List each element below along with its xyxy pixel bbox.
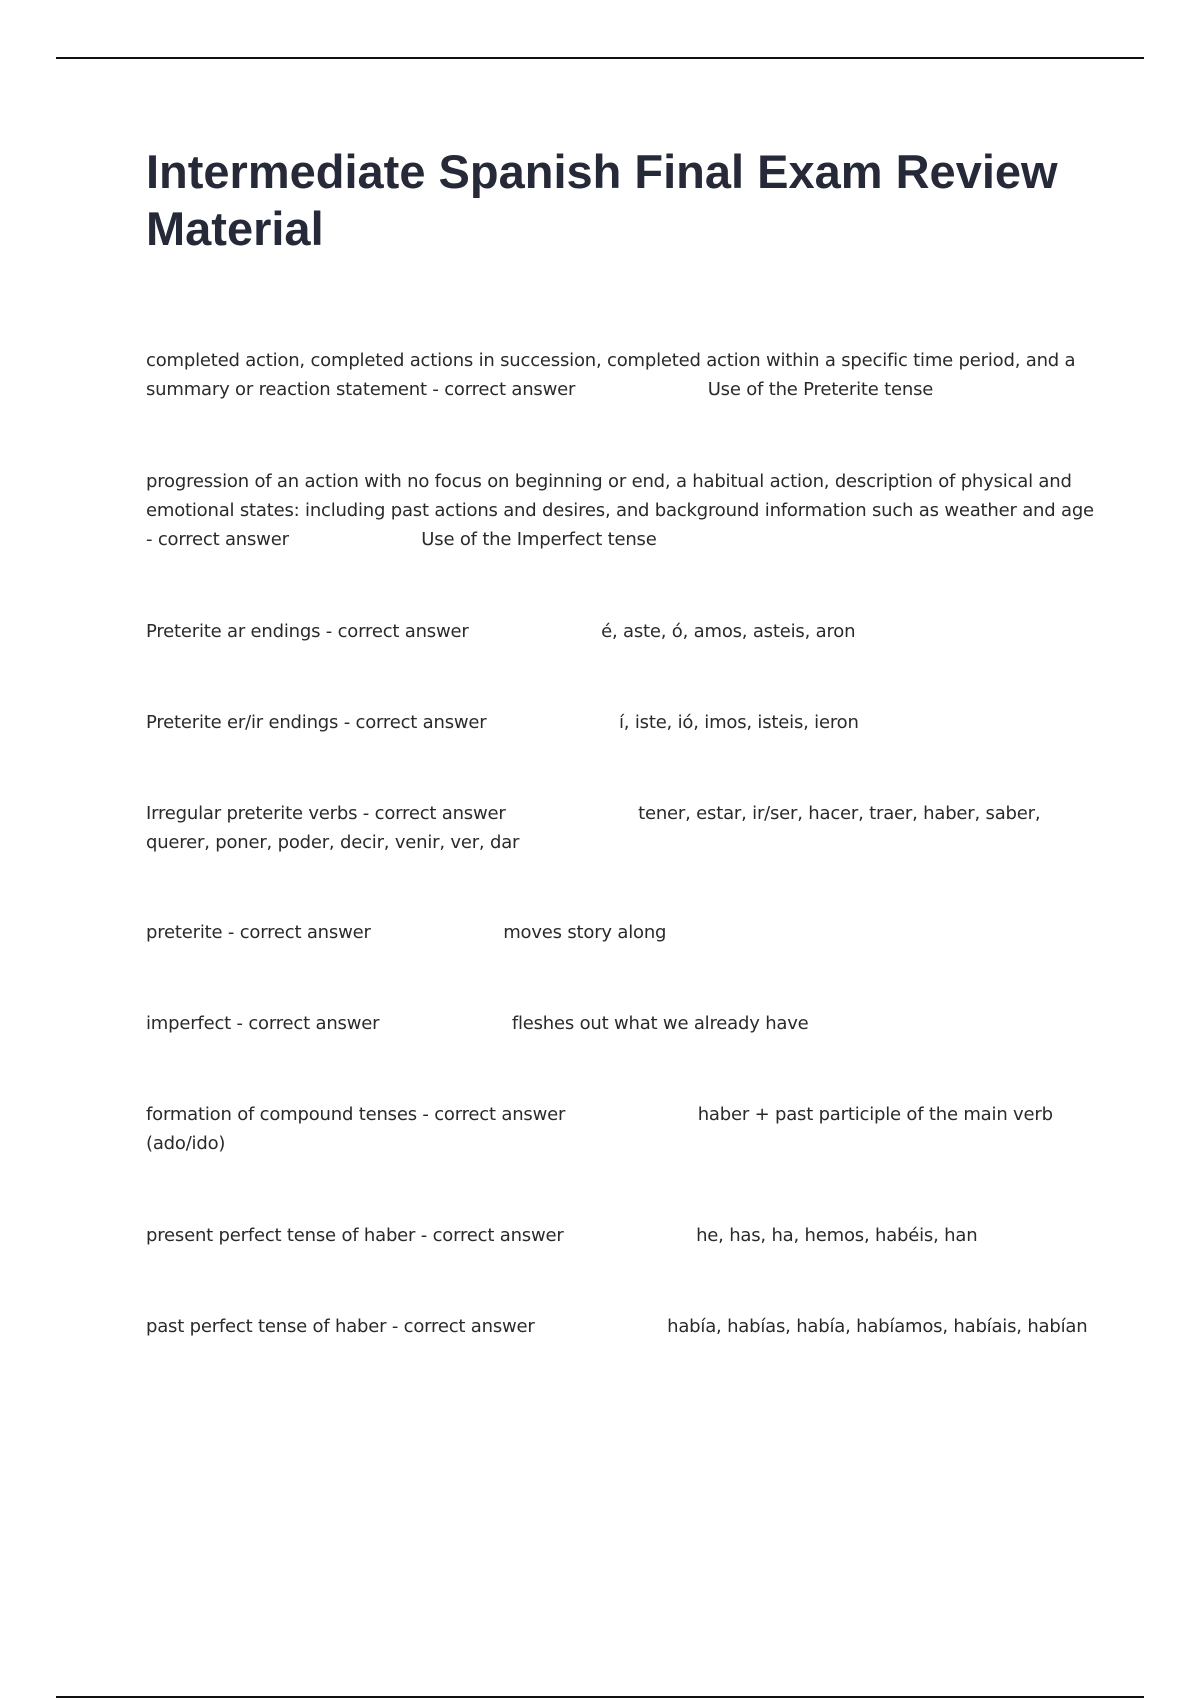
- entry-imperfect: imperfect - correct answer fleshes out what we already have: [146, 1013, 809, 1034]
- entry-preterite-ar-endings: Preterite ar endings - correct answer é, aste, ó, amos, asteis, aron: [146, 621, 856, 642]
- entry-preterite: preterite - correct answer moves story along: [146, 922, 667, 943]
- entry-irregular-preterite-verbs: Irregular preterite verbs - correct answer tener, estar, ir/ser, hacer, traer, haber, saber, querer, poner, poder, decir, venir, ver, dar: [146, 803, 1046, 853]
- document-title: Intermediate Spanish Final Exam Review Material: [146, 145, 1058, 255]
- entry-present-perfect-haber: present perfect tense of haber - correct answer he, has, ha, hemos, habéis, han: [146, 1225, 978, 1246]
- top-rule: [56, 57, 1144, 59]
- bottom-rule: [56, 1696, 1144, 1698]
- entry-compound-tenses: formation of compound tenses - correct answer haber + past participle of the main verb (ado/ido): [146, 1104, 1059, 1154]
- entry-past-perfect-haber: past perfect tense of haber - correct answer había, habías, había, habíamos, habíais, habían: [146, 1316, 1088, 1337]
- entry-preterite-er-ir-endings: Preterite er/ir endings - correct answer í, iste, ió, imos, isteis, ieron: [146, 712, 859, 733]
- entry-imperfect-usage: progression of an action with no focus on beginning or end, a habitual action, description of physical and emotional states: including past actions and desires, and background information such as weather and age - correct answer Use of the Imperfect tense: [146, 471, 1100, 550]
- entry-preterite-usage: completed action, completed actions in succession, completed action within a specific time period, and a summary or reaction statement - correct answer Use of the Preterite tense: [146, 350, 1081, 400]
